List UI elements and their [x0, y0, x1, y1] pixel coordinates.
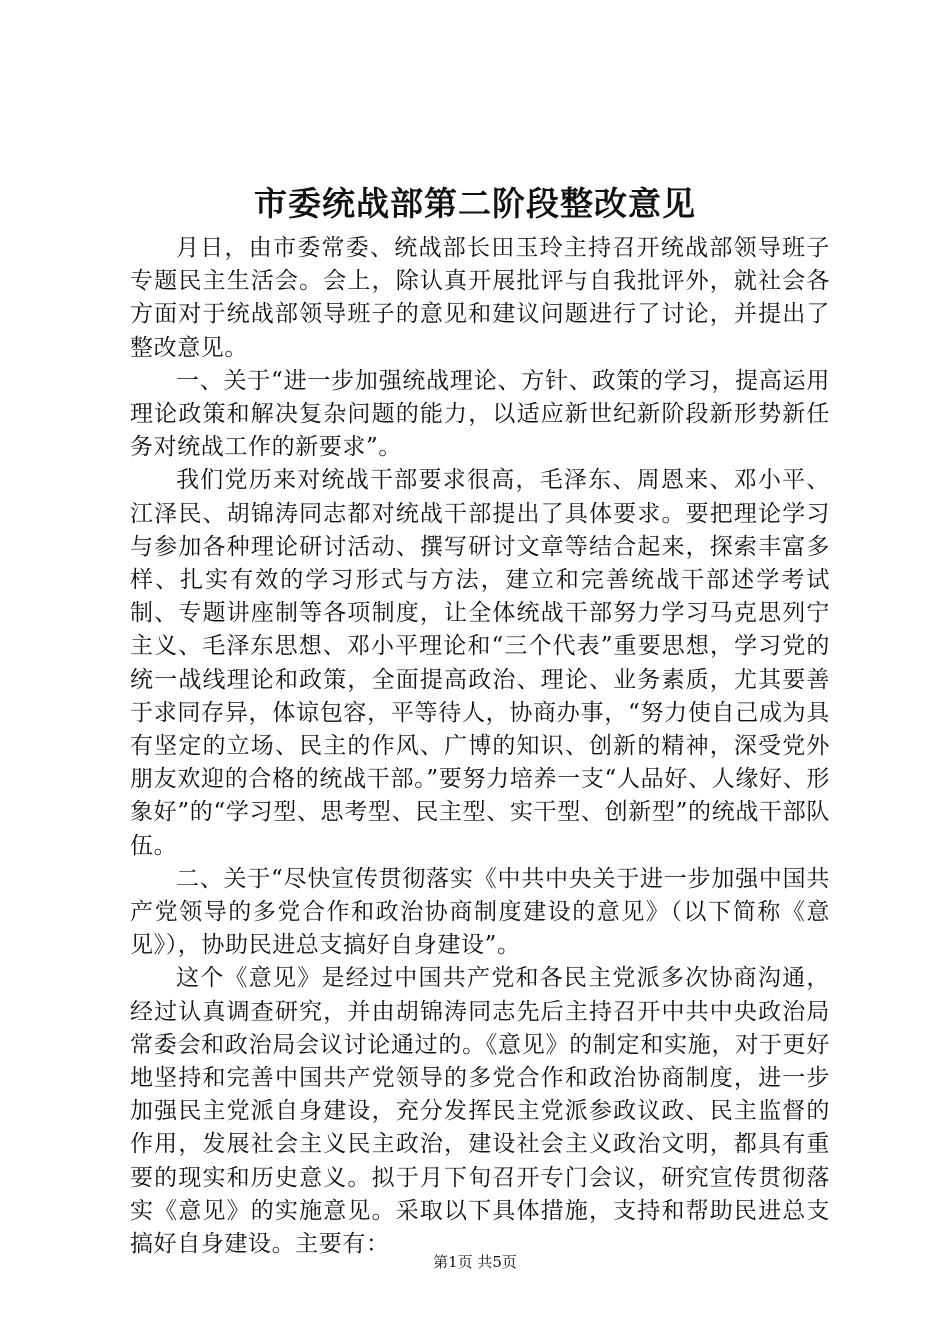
- paragraph-section-2-body: 这个《意见》是经过中国共产党和各民主党派多次协商沟通，经过认真调查研究，并由胡锦涛同志先后主持召开中共中央政治局常委会和政治局会议讨论通过的。《意见》的制定和实施，对于更好地坚持和完善中国共产党领导的多党合作和政治协商制度，进一步加强民主党派自身建设，充分发挥民主党派参政议政、民主监督的作用，发展社会主义民主政治，建设社会主义政治文明，都具有重要的现实和历史意义。拟于月下旬召开专门会议，研究宣传贯彻落实《意见》的实施意见。采取以下具体措施，支持和帮助民进总支搞好自身建设。主要有：: [130, 965, 830, 1258]
- paragraph-section-1-heading: 一、关于“进一步加强统战理论、方针、政策的学习，提高运用理论政策和解决复杂问题的能力，以适应新世纪新阶段新形势新任务对统战工作的新要求”。: [130, 367, 830, 461]
- paragraph-intro: 月日，由市委常委、统战部长田玉玲主持召开统战部领导班子专题民主生活会。会上，除认真开展批评与自我批评外，就社会各方面对于统战部领导班子的意见和建议问题进行了讨论，并提出了整改意见。: [130, 235, 830, 361]
- page-footer: 第1页 共5页: [433, 1253, 517, 1271]
- paragraph-section-2-heading: 二、关于“尽快宣传贯彻落实《中共中央关于进一步加强中国共产党领导的多党合作和政治协商制度建设的意见》（以下简称《意见》），协助民进总支搞好自身建设”。: [130, 865, 830, 959]
- document-title: 市委统战部第二阶段整改意见: [254, 184, 696, 223]
- paragraph-section-1-body: 我们党历来对统战干部要求很高，毛泽东、周恩来、邓小平、江泽民、胡锦涛同志都对统战干部提出了具体要求。要把理论学习与参加各种理论研讨活动、撰写研讨文章等结合起来，探索丰富多样、扎实有效的学习形式与方法，建立和完善统战干部述学考试制、专题讲座制等各项制度，让全体统战干部努力学习马克思列宁主义、毛泽东思想、邓小平理论和“三个代表”重要思想，学习党的统一战线理论和政策，全面提高政治、理论、业务素质，尤其要善于求同存异，体谅包容，平等待人，协商办事，“努力使自己成为具有坚定的立场、民主的作风、广博的知识、创新的精神，深受党外朋友欢迎的合格的统战干部。”要努力培养一支“人品好、人缘好、形象好”的“学习型、思考型、民主型、实干型、创新型”的统战干部队伍。: [130, 467, 830, 859]
- document-body: [130, 232, 830, 1261]
